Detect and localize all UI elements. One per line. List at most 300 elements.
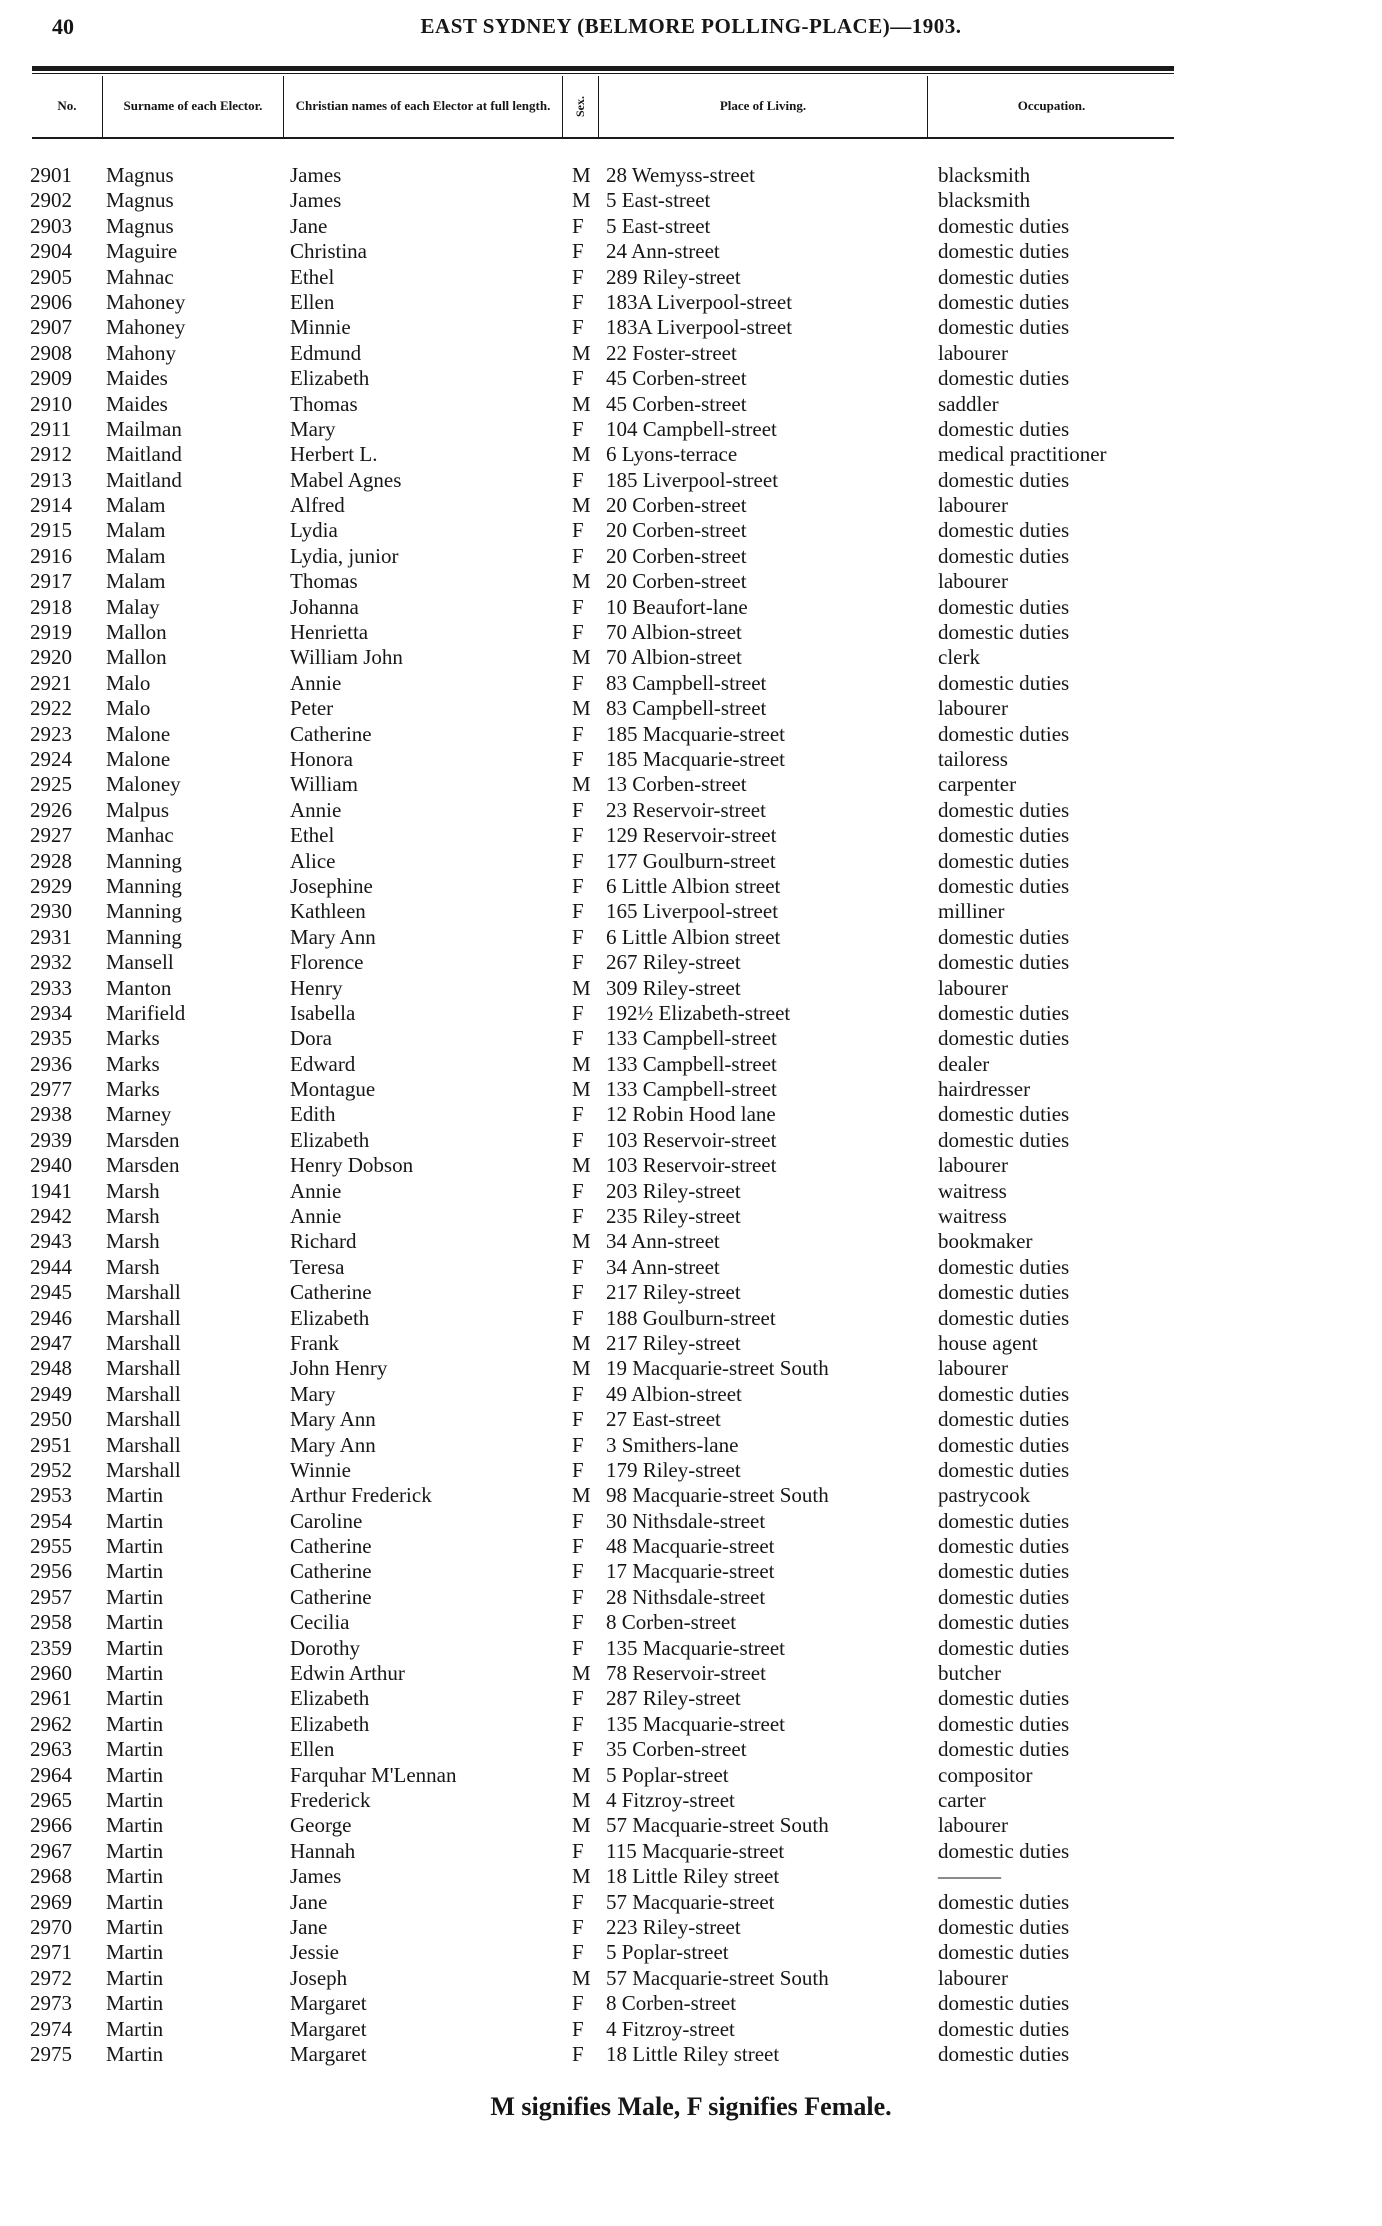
elector-sex: F	[572, 1889, 584, 1914]
elector-number: 2973	[30, 1991, 72, 2016]
elector-sex: M	[572, 1330, 591, 1355]
elector-number: 2924	[30, 746, 72, 771]
table-row	[0, 1890, 1382, 1915]
elector-place-of-living: 5 Poplar-street	[606, 1940, 729, 1965]
elector-number: 2927	[30, 823, 72, 848]
elector-christian-names: Christina	[290, 239, 367, 264]
elector-place-of-living: 20 Corben-street	[606, 493, 747, 518]
elector-christian-names: Elizabeth	[290, 1711, 370, 1736]
elector-place-of-living: 57 Macquarie-street	[606, 1889, 775, 1914]
elector-surname: Marshall	[106, 1457, 181, 1482]
elector-number: 2952	[30, 1457, 72, 1482]
elector-number: 2923	[30, 721, 72, 746]
elector-place-of-living: 192½ Elizabeth-street	[606, 1000, 791, 1025]
elector-place-of-living: 267 Riley-street	[606, 950, 741, 975]
elector-christian-names: Winnie	[290, 1457, 351, 1482]
elector-occupation: domestic duties	[938, 1457, 1070, 1482]
elector-surname: Marsh	[106, 1178, 160, 1203]
elector-number: 2907	[30, 315, 72, 340]
elector-sex: M	[572, 975, 591, 1000]
header-sex-cell	[563, 76, 597, 136]
elector-surname: Martin	[106, 1584, 164, 1609]
elector-occupation: domestic duties	[938, 924, 1070, 949]
elector-surname: Mansell	[106, 950, 174, 975]
elector-sex: F	[572, 543, 584, 568]
elector-sex: F	[572, 1102, 584, 1127]
elector-christian-names: William	[290, 772, 358, 797]
elector-number: 2975	[30, 2041, 72, 2066]
elector-occupation: domestic duties	[938, 848, 1070, 873]
footer-legend: M signifies Male, F signifies Female.	[490, 2092, 892, 2121]
elector-christian-names: James	[290, 163, 342, 187]
elector-surname: Marshall	[106, 1280, 181, 1305]
elector-sex: M	[572, 1661, 591, 1686]
elector-occupation: labourer	[938, 696, 1008, 721]
elector-sex: M	[572, 1483, 591, 1508]
elector-sex: M	[572, 1965, 591, 1990]
elector-christian-names: Annie	[290, 670, 342, 695]
elector-number: 2977	[30, 1077, 72, 1102]
elector-christian-names: Caroline	[290, 1508, 363, 1533]
elector-place-of-living: 45 Corben-street	[606, 391, 747, 416]
elector-christian-names: Elizabeth	[290, 1127, 370, 1152]
elector-occupation: domestic duties	[938, 1914, 1070, 1939]
elector-number: 2905	[30, 264, 72, 289]
elector-number: 2901	[30, 163, 72, 187]
table-row	[0, 1610, 1382, 1635]
elector-christian-names: Isabella	[290, 1000, 356, 1025]
elector-occupation: domestic duties	[938, 1407, 1070, 1432]
table-row	[0, 1204, 1382, 1229]
elector-place-of-living: 10 Beaufort-lane	[606, 594, 748, 619]
table-row	[0, 2017, 1382, 2042]
elector-sex: F	[572, 1686, 584, 1711]
elector-surname: Martin	[106, 1483, 164, 1508]
elector-number: 2970	[30, 1914, 72, 1939]
elector-christian-names: Henry Dobson	[290, 1153, 414, 1178]
elector-occupation: domestic duties	[938, 1026, 1070, 1051]
elector-surname: Marshall	[106, 1356, 181, 1381]
elector-sex: F	[572, 315, 584, 340]
elector-number: 2943	[30, 1229, 72, 1254]
elector-number: 2940	[30, 1153, 72, 1178]
elector-surname: Marsden	[106, 1153, 180, 1178]
elector-place-of-living: 8 Corben-street	[606, 1610, 737, 1635]
table-row	[0, 1356, 1382, 1381]
elector-surname: Marshall	[106, 1305, 181, 1330]
elector-number: 2967	[30, 1838, 72, 1863]
elector-number: 2953	[30, 1483, 72, 1508]
elector-christian-names: Mary Ann	[290, 1432, 376, 1457]
elector-surname: Maitland	[106, 467, 182, 492]
elector-place-of-living: 19 Macquarie-street South	[606, 1356, 829, 1381]
table-row	[0, 874, 1382, 899]
elector-christian-names: Edwin Arthur	[290, 1661, 405, 1686]
elector-place-of-living: 17 Macquarie-street	[606, 1559, 775, 1584]
elector-number: 2936	[30, 1051, 72, 1076]
elector-sex: M	[572, 163, 591, 187]
table-row	[0, 442, 1382, 467]
elector-sex: M	[572, 340, 591, 365]
elector-sex: F	[572, 366, 584, 391]
header-christian: Christian names of each Elector at full length.	[295, 98, 551, 113]
elector-surname: Marks	[106, 1077, 160, 1102]
elector-occupation: saddler	[938, 391, 999, 416]
elector-occupation: milliner	[938, 899, 1005, 924]
elector-surname: Manning	[106, 899, 182, 924]
elector-sex: M	[572, 188, 591, 213]
elector-number: 2944	[30, 1254, 72, 1279]
table-row	[0, 417, 1382, 442]
table-row	[0, 2042, 1382, 2067]
table-row	[0, 1483, 1382, 1508]
elector-surname: Martin	[106, 1940, 164, 1965]
elector-place-of-living: 3 Smithers-lane	[606, 1432, 739, 1457]
elector-surname: Maloney	[106, 772, 181, 797]
elector-occupation: domestic duties	[938, 543, 1070, 568]
elector-surname: Malam	[106, 569, 166, 594]
elector-sex: F	[572, 1635, 584, 1660]
elector-place-of-living: 287 Riley-street	[606, 1686, 741, 1711]
table-row	[0, 518, 1382, 543]
elector-christian-names: Edith	[290, 1102, 336, 1127]
elector-place-of-living: 165 Liverpool-street	[606, 899, 779, 924]
elector-number: 2961	[30, 1686, 72, 1711]
table-row	[0, 1864, 1382, 1889]
elector-number: 2908	[30, 340, 72, 365]
elector-place-of-living: 183A Liverpool-street	[606, 315, 793, 340]
table-row	[0, 1712, 1382, 1737]
elector-occupation: domestic duties	[938, 721, 1070, 746]
elector-christian-names: Herbert L.	[290, 442, 378, 467]
elector-place-of-living: 5 East-street	[606, 188, 711, 213]
elector-occupation: domestic duties	[938, 1381, 1070, 1406]
elector-place-of-living: 70 Albion-street	[606, 645, 742, 670]
elector-sex: F	[572, 1407, 584, 1432]
elector-place-of-living: 98 Macquarie-street South	[606, 1483, 829, 1508]
header-rule-top-thin	[32, 73, 1174, 74]
table-row	[0, 671, 1382, 696]
elector-christian-names: Mary	[290, 416, 336, 441]
header-divider	[102, 76, 103, 137]
elector-number: 2929	[30, 873, 72, 898]
elector-place-of-living: 133 Campbell-street	[606, 1026, 777, 1051]
elector-sex: M	[572, 1762, 591, 1787]
elector-place-of-living: 34 Ann-street	[606, 1229, 720, 1254]
elector-occupation: labourer	[938, 493, 1008, 518]
elector-place-of-living: 35 Corben-street	[606, 1737, 747, 1762]
elector-place-of-living: 6 Little Albion street	[606, 873, 781, 898]
elector-christian-names: Florence	[290, 950, 364, 975]
elector-number: 2915	[30, 518, 72, 543]
elector-christian-names: George	[290, 1813, 352, 1838]
elector-place-of-living: 8 Corben-street	[606, 1991, 737, 2016]
elector-christian-names: Alfred	[290, 493, 345, 518]
elector-surname: Maides	[106, 391, 168, 416]
elector-surname: Maitland	[106, 442, 182, 467]
elector-occupation: domestic duties	[938, 1940, 1070, 1965]
electors-table	[0, 163, 1382, 2067]
elector-number: 2934	[30, 1000, 72, 1025]
elector-sex: M	[572, 442, 591, 467]
header-surname: Surname of each Elector.	[123, 98, 263, 113]
elector-sex: F	[572, 239, 584, 264]
elector-surname: Marshall	[106, 1407, 181, 1432]
elector-christian-names: Ellen	[290, 289, 335, 314]
elector-occupation: pastrycook	[938, 1483, 1031, 1508]
elector-place-of-living: 129 Reservoir-street	[606, 823, 777, 848]
elector-occupation: domestic duties	[938, 239, 1070, 264]
elector-number: 2910	[30, 391, 72, 416]
elector-place-of-living: 115 Macquarie-street	[606, 1838, 785, 1863]
elector-surname: Martin	[106, 2016, 164, 2041]
elector-sex: M	[572, 1229, 591, 1254]
elector-sex: F	[572, 1204, 584, 1229]
elector-place-of-living: 185 Macquarie-street	[606, 746, 786, 771]
elector-number: 2928	[30, 848, 72, 873]
table-row	[0, 1458, 1382, 1483]
elector-christian-names: Mary	[290, 1381, 336, 1406]
elector-sex: F	[572, 1737, 584, 1762]
elector-occupation: domestic duties	[938, 823, 1070, 848]
table-row	[0, 1763, 1382, 1788]
elector-christian-names: James	[290, 1864, 342, 1889]
elector-christian-names: Annie	[290, 1178, 342, 1203]
elector-number: 2902	[30, 188, 72, 213]
elector-christian-names: Jessie	[290, 1940, 339, 1965]
elector-number: 2949	[30, 1381, 72, 1406]
elector-christian-names: Lydia, junior	[290, 543, 399, 568]
elector-place-of-living: 185 Liverpool-street	[606, 467, 779, 492]
elector-surname: Marshall	[106, 1381, 181, 1406]
elector-occupation: clerk	[938, 645, 980, 670]
elector-number: 2912	[30, 442, 72, 467]
elector-sex: F	[572, 1000, 584, 1025]
elector-surname: Mallon	[106, 645, 167, 670]
elector-place-of-living: 183A Liverpool-street	[606, 289, 793, 314]
elector-christian-names: Kathleen	[290, 899, 366, 924]
elector-christian-names: Annie	[290, 797, 342, 822]
elector-sex: F	[572, 1254, 584, 1279]
elector-occupation: tailoress	[938, 746, 1008, 771]
elector-christian-names: Margaret	[290, 1991, 367, 2016]
elector-place-of-living: 18 Little Riley street	[606, 1864, 780, 1889]
elector-number: 2971	[30, 1940, 72, 1965]
elector-number: 2969	[30, 1889, 72, 1914]
elector-christian-names: Elizabeth	[290, 1305, 370, 1330]
elector-occupation: domestic duties	[938, 289, 1070, 314]
elector-surname: Malone	[106, 746, 171, 771]
table-row	[0, 1331, 1382, 1356]
elector-number: 2974	[30, 2016, 72, 2041]
elector-occupation: bookmaker	[938, 1229, 1033, 1254]
table-row	[0, 341, 1382, 366]
elector-place-of-living: 34 Ann-street	[606, 1254, 720, 1279]
elector-occupation: butcher	[938, 1661, 1001, 1686]
elector-place-of-living: 235 Riley-street	[606, 1204, 741, 1229]
elector-place-of-living: 5 East-street	[606, 213, 711, 238]
elector-christian-names: Johanna	[290, 594, 359, 619]
table-row	[0, 392, 1382, 417]
elector-occupation: domestic duties	[938, 213, 1070, 238]
table-row	[0, 1559, 1382, 1584]
table-row	[0, 747, 1382, 772]
elector-sex: F	[572, 289, 584, 314]
elector-surname: Martin	[106, 1788, 164, 1812]
elector-occupation: waitress	[938, 1178, 1007, 1203]
elector-christian-names: Thomas	[290, 569, 358, 594]
elector-sex: F	[572, 1838, 584, 1863]
elector-place-of-living: 48 Macquarie-street	[606, 1534, 775, 1559]
table-row	[0, 1966, 1382, 1991]
elector-sex: F	[572, 1305, 584, 1330]
elector-number: 2913	[30, 467, 72, 492]
elector-place-of-living: 103 Reservoir-street	[606, 1127, 777, 1152]
elector-sex: M	[572, 1813, 591, 1838]
elector-place-of-living: 13 Corben-street	[606, 772, 747, 797]
elector-sex: F	[572, 264, 584, 289]
elector-surname: Marsh	[106, 1229, 160, 1254]
elector-number: 2964	[30, 1762, 72, 1787]
table-row	[0, 1382, 1382, 1407]
header-place: Place of Living.	[719, 98, 807, 113]
elector-occupation: domestic duties	[938, 1610, 1070, 1635]
elector-occupation: domestic duties	[938, 1000, 1070, 1025]
elector-surname: Mahoney	[106, 315, 186, 340]
table-row	[0, 1509, 1382, 1534]
elector-sex: F	[572, 950, 584, 975]
elector-place-of-living: 24 Ann-street	[606, 239, 720, 264]
elector-occupation: domestic duties	[938, 1889, 1070, 1914]
elector-number: 2945	[30, 1280, 72, 1305]
table-row	[0, 1788, 1382, 1813]
elector-christian-names: Catherine	[290, 1534, 372, 1559]
elector-occupation: carpenter	[938, 772, 1017, 797]
header-divider	[598, 76, 599, 137]
elector-sex: M	[572, 1356, 591, 1381]
elector-christian-names: Ethel	[290, 823, 335, 848]
elector-number: 2904	[30, 239, 72, 264]
elector-surname: Malone	[106, 721, 171, 746]
elector-occupation: labourer	[938, 1813, 1008, 1838]
table-row	[0, 1915, 1382, 1940]
elector-place-of-living: 30 Nithsdale-street	[606, 1508, 766, 1533]
header-rule-top	[32, 66, 1174, 71]
elector-occupation: domestic duties	[938, 1102, 1070, 1127]
table-row	[0, 772, 1382, 797]
elector-number: 2909	[30, 366, 72, 391]
elector-occupation: domestic duties	[938, 315, 1070, 340]
elector-christian-names: Elizabeth	[290, 366, 370, 391]
elector-surname: Martin	[106, 1508, 164, 1533]
table-row	[0, 1052, 1382, 1077]
elector-place-of-living: 83 Campbell-street	[606, 670, 767, 695]
elector-number: 2918	[30, 594, 72, 619]
table-row	[0, 696, 1382, 721]
table-row	[0, 239, 1382, 264]
elector-christian-names: Farquhar M'Lennan	[290, 1762, 457, 1787]
elector-christian-names: Annie	[290, 1204, 342, 1229]
elector-place-of-living: 203 Riley-street	[606, 1178, 741, 1203]
elector-sex: F	[572, 1457, 584, 1482]
elector-occupation: domestic duties	[938, 1280, 1070, 1305]
elector-surname: Martin	[106, 1762, 164, 1787]
elector-surname: Malo	[106, 670, 151, 695]
elector-number: 2916	[30, 543, 72, 568]
elector-surname: Martin	[106, 1534, 164, 1559]
table-row	[0, 468, 1382, 493]
elector-occupation: domestic duties	[938, 1711, 1070, 1736]
elector-occupation: domestic duties	[938, 1838, 1070, 1863]
table-row	[0, 163, 1382, 188]
elector-place-of-living: 103 Reservoir-street	[606, 1153, 777, 1178]
elector-christian-names: Josephine	[290, 873, 373, 898]
elector-christian-names: Dora	[290, 1026, 332, 1051]
header-occupation: Occupation.	[1017, 98, 1086, 113]
elector-christian-names: Lydia	[290, 518, 338, 543]
elector-sex: F	[572, 670, 584, 695]
elector-place-of-living: 18 Little Riley street	[606, 2041, 780, 2066]
elector-christian-names: Catherine	[290, 1280, 372, 1305]
elector-occupation: domestic duties	[938, 797, 1070, 822]
elector-christian-names: Peter	[290, 696, 334, 721]
table-row	[0, 366, 1382, 391]
table-row	[0, 290, 1382, 315]
elector-place-of-living: 5 Poplar-street	[606, 1762, 729, 1787]
elector-sex: M	[572, 569, 591, 594]
table-row	[0, 214, 1382, 239]
elector-surname: Malam	[106, 493, 166, 518]
elector-place-of-living: 4 Fitzroy-street	[606, 1788, 735, 1812]
elector-sex: M	[572, 1788, 591, 1812]
elector-place-of-living: 57 Macquarie-street South	[606, 1965, 829, 1990]
elector-occupation: domestic duties	[938, 620, 1070, 645]
elector-sex: M	[572, 645, 591, 670]
elector-christian-names: Ellen	[290, 1737, 335, 1762]
table-row	[0, 595, 1382, 620]
elector-place-of-living: 6 Little Albion street	[606, 924, 781, 949]
elector-number: 2966	[30, 1813, 72, 1838]
elector-occupation: labourer	[938, 569, 1008, 594]
elector-sex: F	[572, 2041, 584, 2066]
elector-number: 2960	[30, 1661, 72, 1686]
table-row	[0, 1585, 1382, 1610]
elector-surname: Magnus	[106, 213, 174, 238]
header-sex: Sex.	[573, 95, 587, 117]
table-row	[0, 188, 1382, 213]
elector-sex: M	[572, 772, 591, 797]
header-divider	[283, 76, 284, 137]
elector-number: 2921	[30, 670, 72, 695]
elector-sex: F	[572, 1991, 584, 2016]
elector-surname: Malam	[106, 543, 166, 568]
elector-christian-names: William John	[290, 645, 403, 670]
table-row	[0, 620, 1382, 645]
elector-place-of-living: 20 Corben-street	[606, 543, 747, 568]
elector-christian-names: Jane	[290, 1914, 328, 1939]
elector-christian-names: Edward	[290, 1051, 356, 1076]
header-no: No.	[57, 98, 77, 113]
elector-surname: Martin	[106, 1889, 164, 1914]
elector-number: 2931	[30, 924, 72, 949]
table-row	[0, 899, 1382, 924]
elector-surname: Magnus	[106, 163, 174, 187]
elector-surname: Martin	[106, 1686, 164, 1711]
table-row	[0, 1077, 1382, 1102]
elector-occupation: compositor	[938, 1762, 1033, 1787]
elector-place-of-living: 4 Fitzroy-street	[606, 2016, 735, 2041]
elector-occupation: domestic duties	[938, 1127, 1070, 1152]
